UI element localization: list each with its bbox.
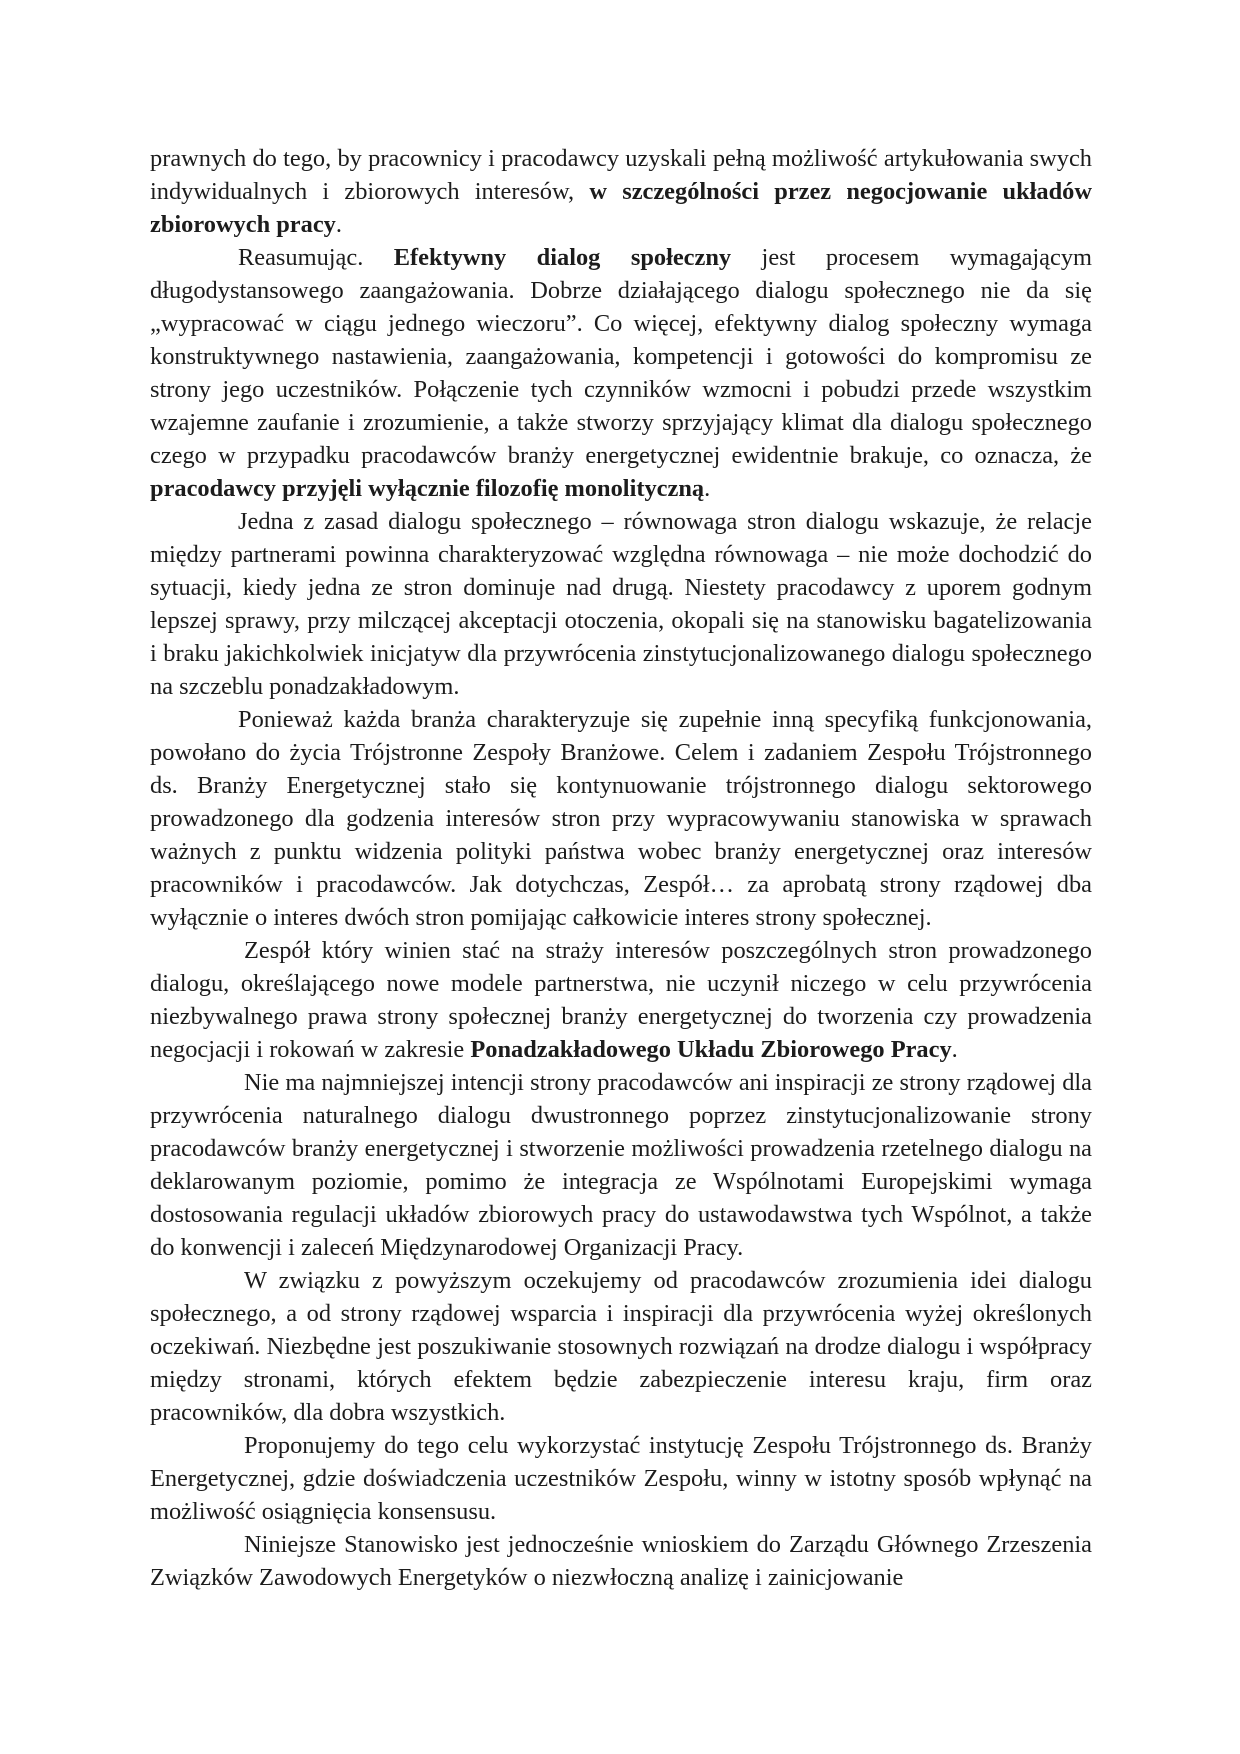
paragraph-summary [150,241,1092,505]
text-run: . [704,475,711,502]
bold-text: pracodawcy przyjęli wyłącznie filozofię monolityczną [150,475,705,502]
paragraph-balance-principle [150,505,1092,703]
paragraph-branch-teams [150,703,1092,934]
text-run: Niniejsze Stanowisko jest jednocześnie wnioskiem do Zarządu Głównego Zrzeszenia Związków Zawodowych Energetyków o niezwłoczną analizę i zainicjowanie [150,1531,1092,1591]
paragraph-continuation [150,142,1092,241]
text-run: prawnych do tego, by pracownicy i pracodawcy uzyskali pełną możliwość artykułowania swych indywidualnych i zbiorowych interesów, [150,145,1092,205]
text-run: Ponieważ każda branża charakteryzuje się zupełnie inną specyfiką funkcjonowania, powołano do życia Trójstronne Zespoły Branżowe. Celem i zadaniem Zespołu Trójstronnego ds. Branży Energetycznej stało się kontynuowanie trójstronnego dialogu sektorowego prowadzonego dla godzenia interesów stron przy wypracowywaniu stanowiska w sprawach ważnych z punktu widzenia polityki państwa wobec branży energetycznej oraz interesów pracowników i pracodawców. Jak dotychczas, Zespół… za aprobatą strony rządowej dba wyłącznie o interes dwóch stron pomijając całkowicie interes strony społecznej. [150,706,1092,931]
text-run: Zespół który winien stać na straży interesów poszczególnych stron prowadzonego dialogu, określającego nowe modele partnerstwa, nie uczynił niczego w celu przywrócenia niezbywalnego prawa strony społecznej branży energetycznej do tworzenia czy prowadzenia negocjacji i rokowań w zakresie [150,937,1092,1063]
paragraph-motion [150,1528,1092,1594]
bold-text: w szczególności przez negocjowanie układów zbiorowych pracy [150,178,1092,238]
bold-text: Ponadzakładowego Układu Zbiorowego Pracy [470,1036,952,1063]
text-run: . [951,1036,958,1063]
paragraph-team-failure [150,934,1092,1066]
document-page [150,142,1092,1594]
bold-text: Efektywny dialog społeczny [393,244,732,271]
paragraph-expectations [150,1264,1092,1429]
text-run: . [335,211,342,238]
text-run: W związku z powyższym oczekujemy od pracodawców zrozumienia idei dialogu społecznego, a od strony rządowej wsparcia i inspiracji dla przywrócenia wyżej określonych oczekiwań. Niezbędne jest poszukiwanie stosownych rozwiązań na drodze dialogu i współpracy między stronami, których efektem będzie zabezpieczenie interesu kraju, firm oraz pracowników, dla dobra wszystkich. [150,1267,1092,1426]
paragraph-no-intention [150,1066,1092,1264]
paragraph-proposal [150,1429,1092,1528]
text-run: Proponujemy do tego celu wykorzystać instytucję Zespołu Trójstronnego ds. Branży Energetycznej, gdzie doświadczenia uczestników Zespołu, winny w istotny sposób wpłynąć na możliwość osiągnięcia konsensusu. [150,1432,1092,1525]
text-run: jest procesem wymagającym długodystansowego zaangażowania. Dobrze działającego dialogu społecznego nie da się „wypracować w ciągu jednego wieczoru”. Co więcej, efektywny dialog społeczny wymaga konstruktywnego nastawienia, zaangażowania, kompetencji i gotowości do kompromisu ze strony jego uczestników. Połączenie tych czynników wzmocni i pobudzi przede wszystkim wzajemne zaufanie i zrozumienie, a także stworzy sprzyjający klimat dla dialogu społecznego czego w przypadku pracodawców branży energetycznej ewidentnie brakuje, co oznacza, że [150,244,1092,469]
text-run: Reasumując. [238,244,394,271]
text-run: Nie ma najmniejszej intencji strony pracodawców ani inspiracji ze strony rządowej dla przywrócenia naturalnego dialogu dwustronnego poprzez zinstytucjonalizowanie strony pracodawców branży energetycznej i stworzenie możliwości prowadzenia rzetelnego dialogu na deklarowanym poziomie, pomimo że integracja ze Wspólnotami Europejskimi wymaga dostosowania regulacji układów zbiorowych pracy do ustawodawstwa tych Wspólnot, a także do konwencji i zaleceń Międzynarodowej Organizacji Pracy. [150,1069,1092,1261]
text-run: Jedna z zasad dialogu społecznego – równowaga stron dialogu wskazuje, że relacje między partnerami powinna charakteryzować względna równowaga – nie może dochodzić do sytuacji, kiedy jedna ze stron dominuje nad drugą. Niestety pracodawcy z uporem godnym lepszej sprawy, przy milczącej akceptacji otoczenia, okopali się na stanowisku bagatelizowania i braku jakichkolwiek inicjatyw dla przywrócenia zinstytucjonalizowanego dialogu społecznego na szczeblu ponadzakładowym. [150,508,1092,700]
